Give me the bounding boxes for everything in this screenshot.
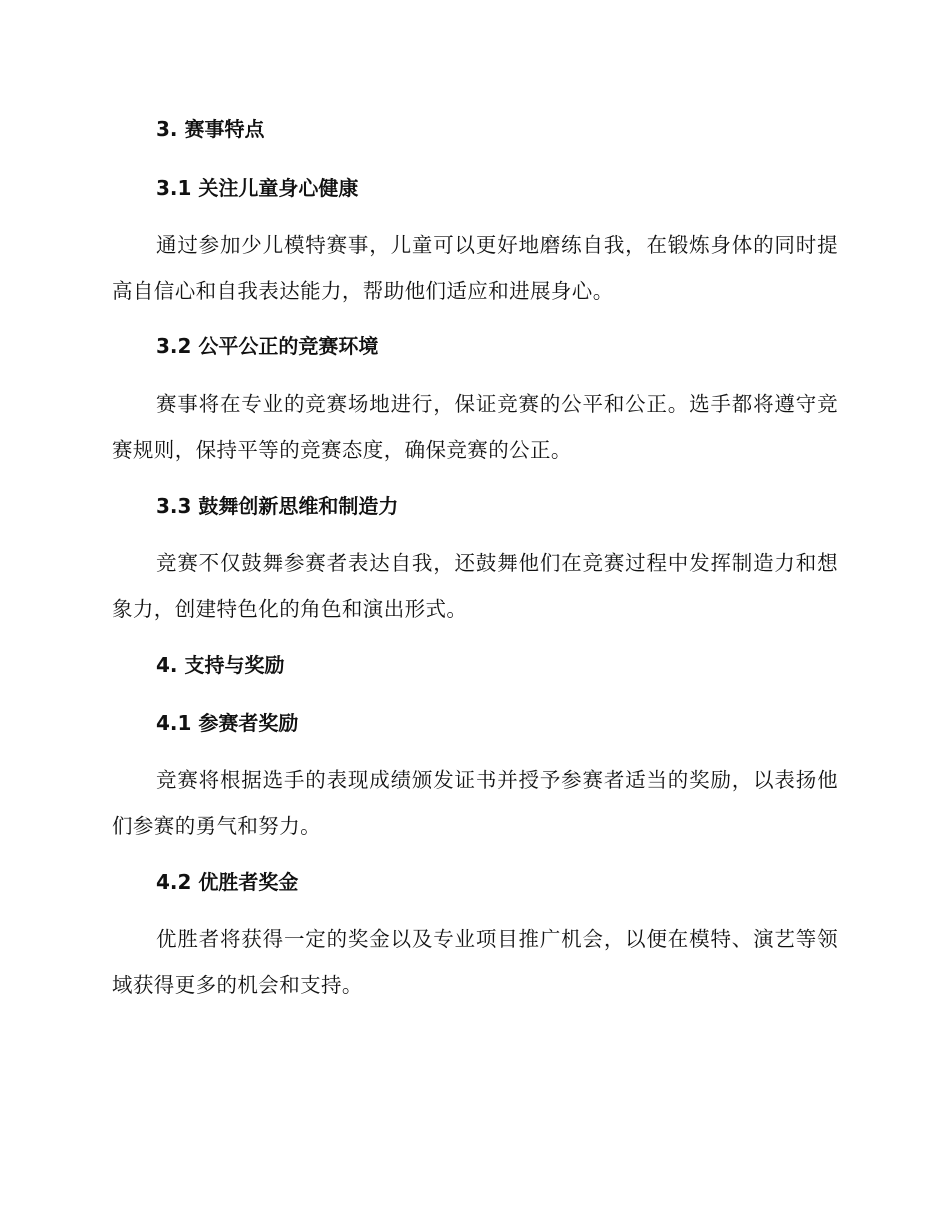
section-3-3-heading: 3.3 鼓舞创新思维和制造力	[156, 494, 399, 518]
section-3-3-paragraph: 竞赛不仅鼓舞参赛者表达自我，还鼓舞他们在竞赛过程中发挥制造力和想象力，创建特色化的角色和演出形式。	[112, 551, 838, 621]
section-3-1-heading: 3.1 关注儿童身心健康	[156, 176, 359, 200]
section-3-2-heading: 3.2 公平公正的竞赛环境	[156, 334, 379, 358]
section-3-1-paragraph: 通过参加少儿模特赛事，儿童可以更好地磨练自我，在锻炼身体的同时提高自信心和自我表达能力，帮助他们适应和进展身心。	[112, 233, 838, 303]
section-3-2-paragraph: 赛事将在专业的竞赛场地进行，保证竞赛的公平和公正。选手都将遵守竞赛规则，保持平等的竞赛态度，确保竞赛的公正。	[112, 392, 838, 462]
section-4-2-paragraph: 优胜者将获得一定的奖金以及专业项目推广机会，以便在模特、演艺等领域获得更多的机会和支持。	[112, 927, 838, 997]
section-4-2-heading: 4.2 优胜者奖金	[156, 870, 299, 894]
section-4-heading: 4. 支持与奖励	[156, 653, 285, 677]
section-3-heading: 3. 赛事特点	[156, 117, 265, 141]
section-4-1-heading: 4.1 参赛者奖励	[156, 711, 299, 735]
section-4-1-paragraph: 竞赛将根据选手的表现成绩颁发证书并授予参赛者适当的奖励，以表扬他们参赛的勇气和努力。	[112, 768, 838, 838]
